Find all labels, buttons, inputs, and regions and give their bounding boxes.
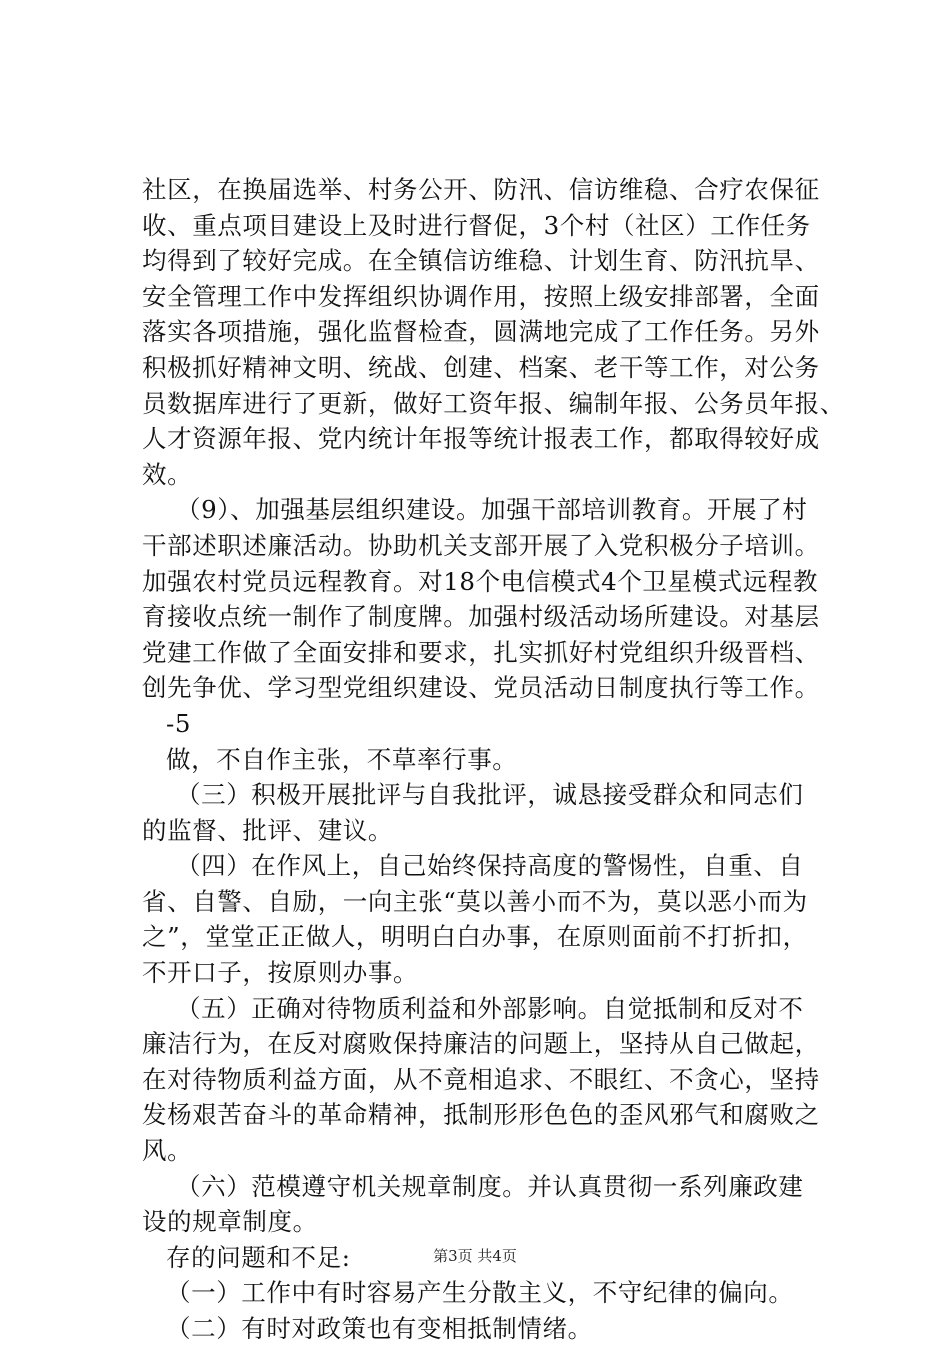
page-marker-line: -5 [166,708,192,738]
text-line: 在对待物质利益方面，从不竟相追求、不眼红、不贪心，坚持 [142,1064,820,1094]
text-line: 干部述职述廉活动。协助机关支部开展了入党积极分子培训。 [142,530,820,560]
text-line: 育接收点统一制作了制度牌。加强村级活动场所建设。对基层 [142,602,820,632]
document-body [142,172,845,1347]
paragraph-start-line: （三）积极开展批评与自我批评，诚恳接受群众和同志们 [176,780,804,810]
list-item-line: （二）有时对政策也有变相抵制情绪。 [166,1314,593,1343]
text-line: 效。 [142,459,193,489]
text-line: 之”，堂堂正正做人，明明白白办事，在原则面前不打折扣， [142,922,808,952]
page-number-label: 第3页 共4页 [433,1247,517,1265]
text-line: 党建工作做了全面安排和要求，扎实抓好村党组织升级晋档、 [142,637,820,667]
text-line: 社区，在换届选举、村务公开、防汛、信访维稳、合疗农保征 [142,175,820,204]
text-line: 风。 [142,1136,193,1166]
text-line: 发杨艰苦奋斗的革命精神，抵制形形色色的歪风邪气和腐败之 [142,1100,820,1130]
text-line: 创先争优、学习型党组织建设、党员活动日制度执行等工作。 [142,673,820,703]
text-line: 加强农村党员远程教育。对18个电信模式4个卫星模式远程教 [142,566,819,596]
text-line: 积极抓好精神文明、统战、创建、档案、老干等工作，对公务 [142,352,820,382]
list-item-line: （一）工作中有时容易产生分散主义，不守纪律的偏向。 [166,1278,794,1308]
text-line: 安全管理工作中发挥组织协调作用，按照上级安排部署，全面 [142,281,820,311]
text-line: 廉洁行为，在反对腐败保持廉洁的问题上，坚持从自己做起， [142,1029,820,1059]
text-line: 收、重点项目建设上及时进行督促，3个村（社区）工作任务 [142,210,811,240]
paragraph-start-line: （四）在作风上，自己始终保持高度的警惕性，自重、自 [176,851,804,881]
text-line: 的监督、批评、建议。 [142,815,393,845]
text-line: 人才资源年报、党内统计年报等统计报表工作，都取得较好成 [142,424,820,454]
text-line: 不开口子，按原则办事。 [142,958,419,988]
section-heading-line: 存的问题和不足: [166,1242,351,1272]
text-line: 省、自警、自励，一向主张“莫以善小而不为，莫以恶小而为 [142,886,808,916]
paragraph-start-line: （六）范模遵守机关规章制度。并认真贯彻一系列廉政建 [176,1171,804,1201]
text-line: 均得到了较好完成。在全镇信访维稳、计划生育、防汛抗旱、 [142,246,820,276]
paragraph-start-line: （五）正确对待物质利益和外部影响。自觉抵制和反对不 [176,993,804,1023]
text-line: 做，不自作主张，不草率行事。 [166,744,518,774]
page-footer [0,1245,950,1266]
text-line: 设的规章制度。 [142,1207,318,1237]
paragraph-start-line: （9）、加强基层组织建设。加强干部培训教育。开展了村 [176,495,808,525]
text-line: 落实各项措施，强化监督检查，圆满地完成了工作任务。另外 [142,317,820,347]
text-line: 员数据库进行了更新，做好工资年报、编制年报、公务员年报、 [142,388,845,418]
